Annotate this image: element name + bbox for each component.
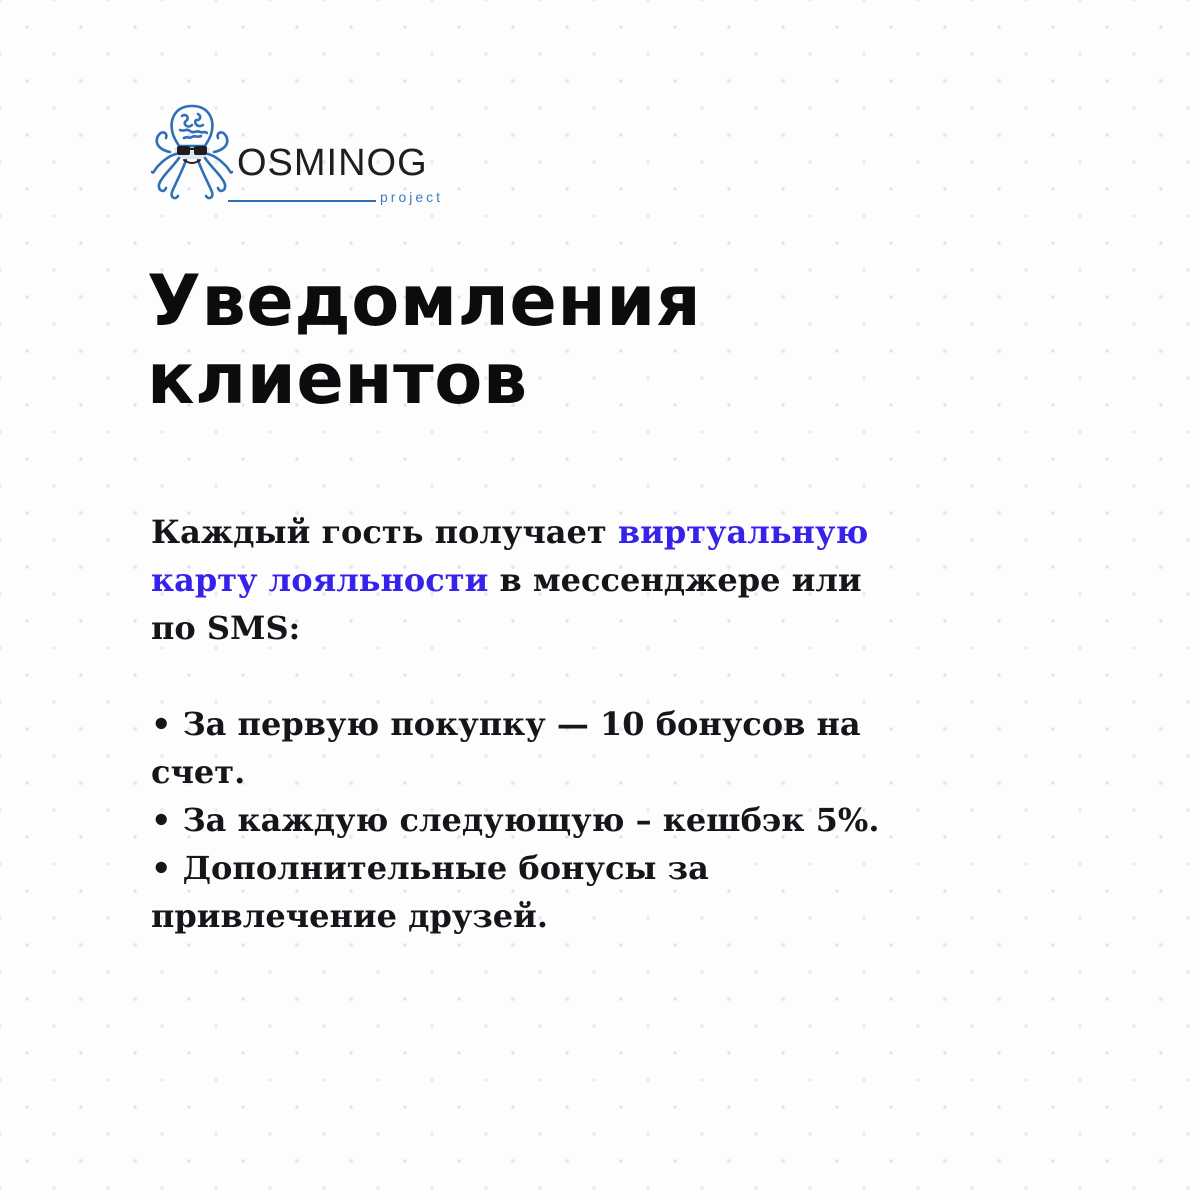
body-text [151, 508, 1031, 940]
title-line-1: Уведомления [147, 260, 702, 342]
intro-line-3: по SMS: [151, 609, 301, 647]
title-line-2: клиентов [147, 338, 528, 420]
bullet-1-line-1: • За первую покупку — 10 бонусов на [151, 705, 861, 743]
brand-subtitle: project [380, 189, 444, 205]
bullet-2-line-1: • За каждую следующую – кешбэк 5%. [151, 801, 880, 839]
bullet-1-line-2: счет. [151, 753, 246, 791]
bullet-3-line-1: • Дополнительные бонусы за [151, 849, 709, 887]
intro-line-2 [151, 556, 1031, 604]
spacer [151, 652, 1031, 700]
intro-highlight-1: виртуальную [617, 513, 869, 551]
brand-logo [146, 104, 476, 214]
intro-highlight-2: карту лояльности [151, 561, 489, 599]
intro-part-1: Каждый гость получает [151, 513, 607, 551]
page-title [147, 262, 701, 418]
bullet-3-line-2: привлечение друзей. [151, 897, 548, 935]
brand-name: OSMINOG [237, 142, 428, 184]
brand-underline [228, 200, 376, 202]
intro-part-2: в мессенджере или [499, 561, 862, 599]
intro-line-1 [151, 508, 1031, 556]
octopus-logo-icon [146, 104, 238, 204]
